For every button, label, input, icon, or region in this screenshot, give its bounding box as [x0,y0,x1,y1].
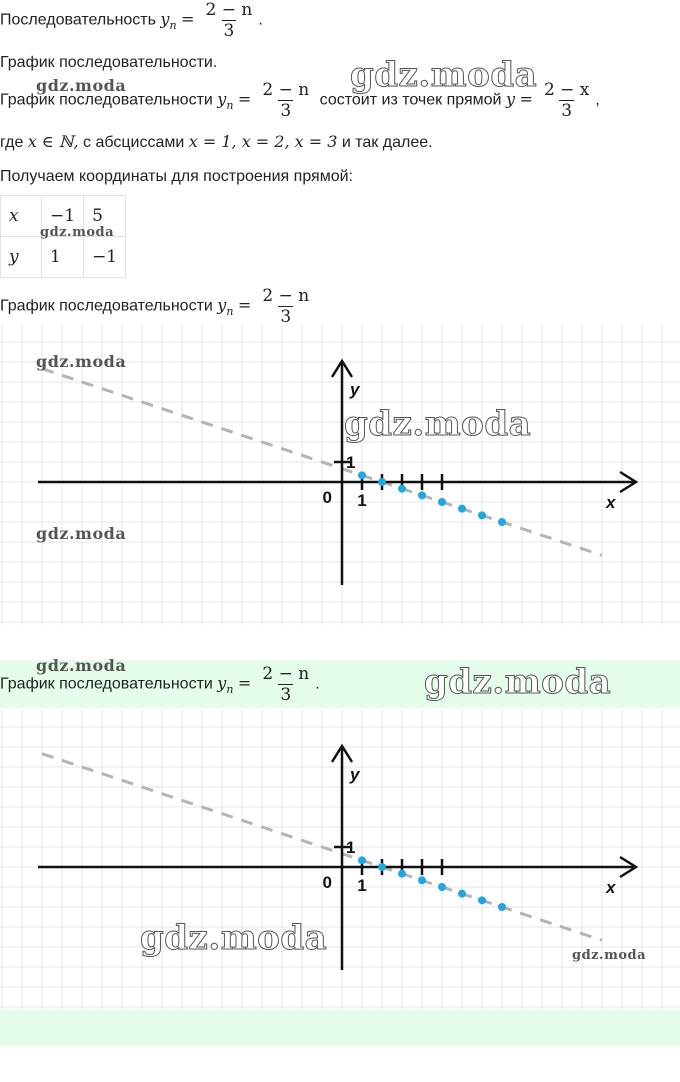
sequence-point [418,491,426,499]
x-tick-label: 1 [357,876,367,895]
graph-description: График последовательности $y_n$ = $\frac{2 - n}{3}$ состоит из точек прямой y = $\frac{2 - x}{3}$ , [0,80,600,121]
watermark: gdz.moda [140,918,328,958]
sequence-point [378,478,386,486]
sequence-point [398,485,406,493]
graph-caption-answer: График последовательности $y_n$ = $\frac{2 - n}{3}$ . [0,664,320,705]
sequence-point [378,863,386,871]
sequence-point [458,505,466,513]
watermark: gdz.moda [36,352,127,371]
y-tick-label: 1 [346,453,356,472]
watermark: gdz.moda [36,656,127,675]
table-cell: 5 [84,196,126,237]
table-cell: x [1,196,42,237]
sequence-definition: Последовательность $y_n$ = $\frac{2 - n}{3}$ . [0,0,263,41]
origin-label: 0 [322,488,332,507]
coordinates-heading: Получаем координаты для построения прямой: [0,168,353,185]
table-cell: 1 [42,237,84,278]
y-axis-label: y [350,765,360,784]
table-cell: y [1,237,42,278]
sequence-point [498,903,506,911]
table-row [1,237,126,278]
abscissa-description: где x ∈ ℕ, с абсциссами x = 1, x = 2, x = 3 и так далее. [0,132,433,151]
x-axis-label: x [606,878,616,897]
sequence-point [438,498,446,506]
graph-caption: График последовательности $y_n$ = $\frac{2 - n}{3}$ [0,286,310,327]
sequence-point [358,856,366,864]
watermark: gdz.moda [344,404,532,444]
watermark: gdz.moda [572,948,647,963]
watermark: gdz.moda [424,662,612,702]
sequence-point [478,511,486,519]
fraction: $\frac{2 - n}{3}$ [205,0,253,41]
answer-highlight-bottom [0,1010,680,1046]
y-axis-label: y [350,380,360,399]
watermark: gdz.moda [36,76,127,95]
sequence-point [398,870,406,878]
table-cell: −1 [42,196,84,237]
sequence-point [418,876,426,884]
watermark: gdz.moda [350,55,538,95]
section-heading: График последовательности. [0,54,218,71]
sequence-point [358,471,366,479]
sequence-point [438,883,446,891]
x-axis-label: x [606,493,616,512]
sequence-point [498,518,506,526]
table-cell: −1 [84,237,126,278]
watermark: gdz.moda [40,225,115,240]
sequence-graph-answer [0,710,680,1010]
x-tick-label: 1 [357,491,367,510]
origin-label: 0 [322,873,332,892]
y-tick-label: 1 [346,838,356,857]
sequence-point [478,896,486,904]
watermark: gdz.moda [36,524,127,543]
sequence-point [458,890,466,898]
